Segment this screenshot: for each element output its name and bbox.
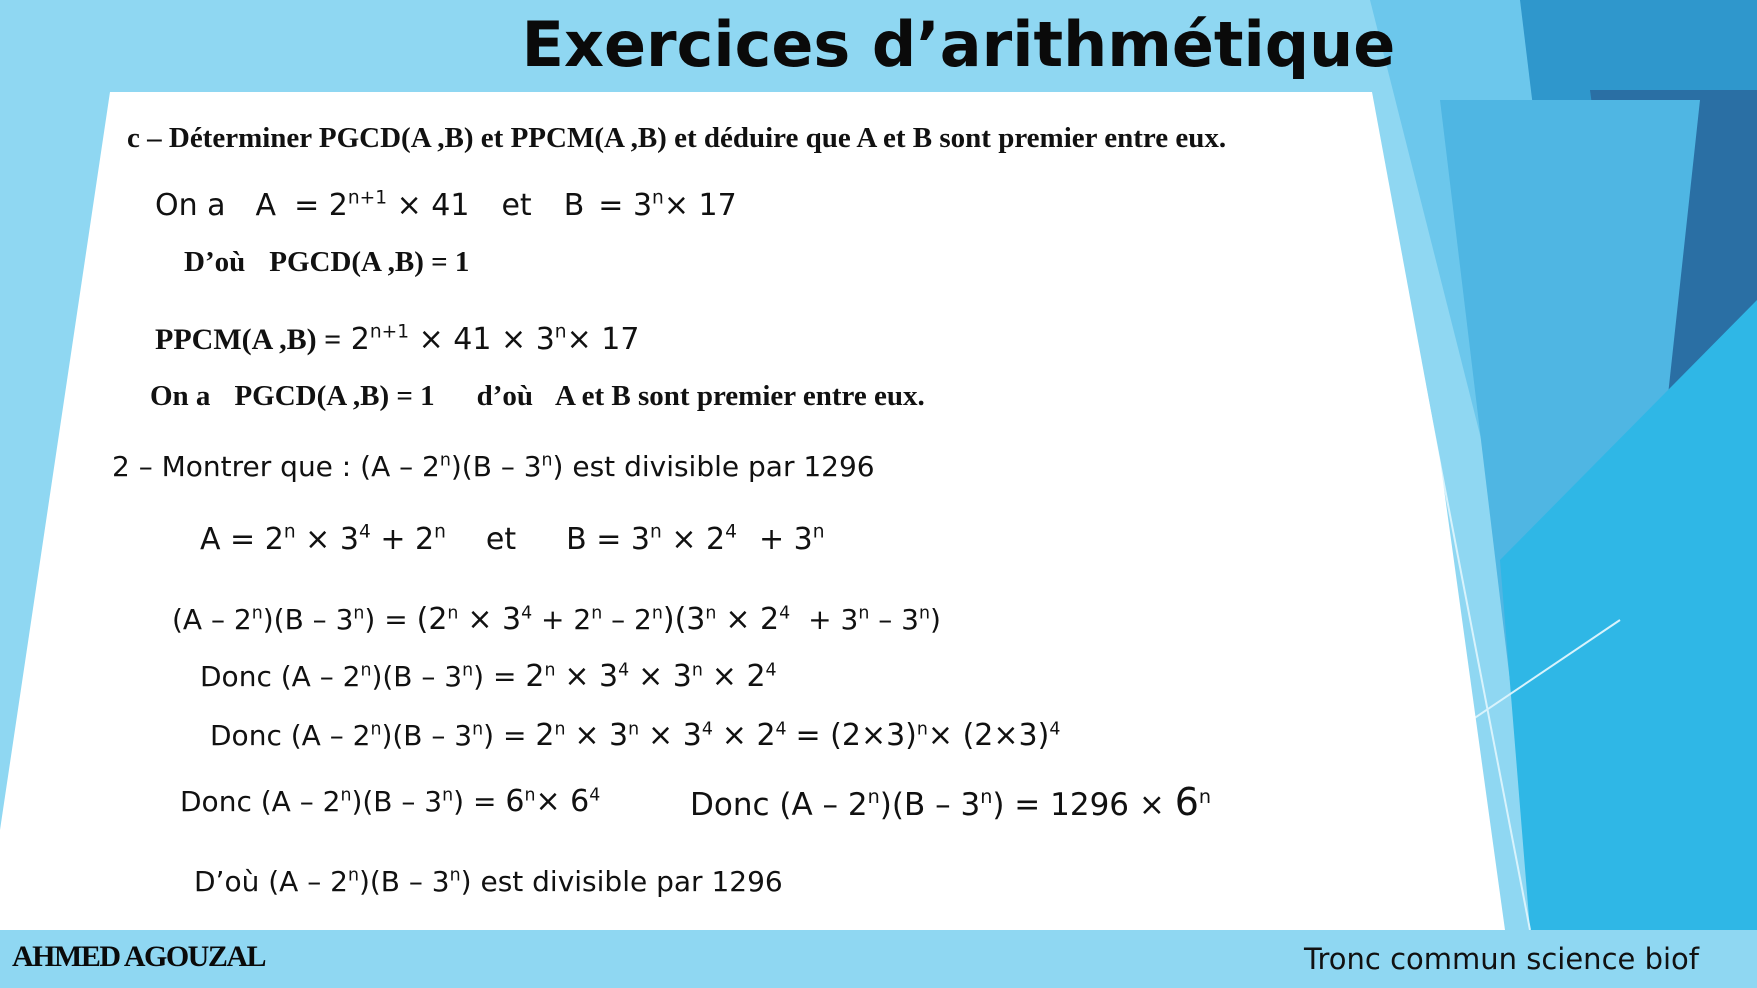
text: ) =: [473, 660, 517, 693]
exponent: n: [541, 450, 553, 471]
text: × 3: [305, 522, 359, 557]
exponent: n: [544, 660, 556, 681]
text: ) =: [453, 785, 497, 818]
exponent: n: [472, 719, 484, 740]
exponent: n: [651, 603, 663, 624]
exponent: n: [353, 603, 365, 624]
exponent: 4: [521, 603, 533, 624]
text: × 6: [535, 784, 590, 819]
exponent: 4: [1049, 719, 1061, 740]
line-values-a-b: [155, 188, 737, 223]
text: )(B – 3: [371, 660, 463, 693]
exponent: n: [251, 603, 263, 624]
exponent: n: [650, 521, 662, 543]
exponent: n: [554, 321, 567, 343]
text: 6: [505, 784, 525, 819]
exponent: n+1: [369, 321, 410, 343]
text: )(B – 3: [262, 603, 354, 636]
exponent: n: [434, 521, 446, 543]
exponent: n: [591, 603, 603, 624]
text: On a: [155, 188, 226, 223]
text: × 3: [467, 602, 522, 637]
exponent: 4: [779, 603, 791, 624]
text: 2: [535, 718, 555, 753]
text: + 2: [541, 603, 592, 636]
line-donc-4: [690, 780, 1211, 824]
text: d’où: [476, 380, 534, 412]
text: A = 2: [200, 522, 284, 557]
text: )(B – 3: [450, 450, 542, 483]
text: )(B – 3: [381, 719, 473, 752]
line-donc-3: [180, 784, 600, 819]
text: × 41: [418, 322, 492, 357]
question-2: [112, 450, 875, 483]
exponent: n: [691, 660, 703, 681]
text: )(B – 3: [879, 787, 981, 823]
exponent: n: [1198, 785, 1212, 809]
text: ) = 1296 ×: [992, 787, 1165, 823]
text: )(B – 3: [351, 785, 443, 818]
text: Donc (A – 2: [690, 787, 868, 823]
text: Donc (A – 2: [210, 719, 371, 752]
text: = 2: [294, 188, 348, 223]
exponent: n: [370, 719, 382, 740]
text: On a: [150, 380, 211, 412]
text: Donc (A – 2: [200, 660, 361, 693]
exponent: n+1: [347, 187, 388, 209]
exponent: 4: [701, 719, 713, 740]
page-title: Exercices d’arithmétique: [521, 8, 1396, 81]
exponent: 4: [725, 521, 737, 543]
text: )(B – 3: [358, 865, 450, 898]
text: + 2: [380, 522, 435, 557]
text: PGCD(A ,B) = 1: [269, 246, 470, 278]
text: 2: [350, 322, 370, 357]
exponent: n: [628, 719, 640, 740]
text: A: [255, 188, 277, 223]
exponent: 4: [358, 521, 371, 543]
text: ) est divisible par 1296: [552, 450, 875, 483]
exponent: n: [360, 660, 372, 681]
text: × 2: [671, 522, 726, 557]
exponent: n: [858, 603, 870, 624]
line-ppcm: [155, 322, 639, 357]
exponent: n: [980, 785, 993, 809]
text: (A – 2: [172, 603, 252, 636]
text: D’où (A – 2: [194, 865, 348, 898]
text: A et B sont premier entre eux.: [555, 380, 925, 412]
text: D’où: [184, 246, 246, 278]
line-donc-1: [200, 659, 777, 694]
text: PPCM(A ,B) =: [155, 323, 342, 356]
line-expansion: [172, 602, 941, 637]
text: ) est divisible par 1296: [460, 865, 783, 898]
exponent: n: [462, 660, 474, 681]
exponent: n: [524, 785, 536, 806]
text: × 17: [663, 188, 737, 223]
question-c: c – Déterminer PGCD(A ,B) et PPCM(A ,B) et déduire que A et B sont premier entre eux.: [127, 122, 1227, 154]
exponent: n: [447, 603, 459, 624]
text: × 3: [564, 659, 619, 694]
text: ) =: [364, 603, 408, 636]
text: – 2: [611, 603, 652, 636]
line-pgcd: [184, 246, 469, 279]
exponent: n: [705, 603, 717, 624]
text: B = 3: [566, 522, 651, 557]
text: = (2×3): [795, 718, 917, 753]
text: × 3: [574, 718, 629, 753]
text: PGCD(A ,B) = 1: [234, 380, 435, 412]
text: × 2: [711, 659, 766, 694]
exponent: n: [918, 603, 930, 624]
text: (2: [416, 602, 448, 637]
text: 2 – Montrer que : (A – 2: [112, 450, 440, 483]
text: × (2×3): [927, 718, 1050, 753]
exponent: n: [340, 785, 352, 806]
exponent: n: [554, 719, 566, 740]
text: et: [485, 522, 517, 557]
text: + 3: [758, 522, 813, 557]
exponent: n: [439, 450, 451, 471]
line-conclusion-c: [150, 380, 925, 413]
exponent: 4: [618, 660, 630, 681]
exponent: 4: [765, 660, 777, 681]
course-name: Tronc commun science biof: [1304, 942, 1699, 976]
line-final-conclusion: [194, 865, 783, 898]
text: × 2: [721, 718, 776, 753]
text: et: [501, 188, 532, 223]
exponent: n: [283, 521, 296, 543]
text: B: [563, 188, 585, 223]
text: × 17: [566, 322, 640, 357]
text: – 3: [878, 603, 919, 636]
text: Donc (A – 2: [180, 785, 341, 818]
exponent: n: [652, 187, 664, 209]
exponent: n: [347, 865, 359, 886]
line-donc-2: [210, 718, 1060, 753]
exponent: n: [449, 865, 461, 886]
text: × 3: [501, 322, 555, 357]
exponent: n: [916, 719, 928, 740]
exponent: n: [812, 521, 825, 543]
text: ) =: [483, 719, 527, 752]
line-a-b-forms: [200, 522, 825, 557]
text: 6: [1174, 780, 1199, 824]
author-name: AHMED AGOUZAL: [12, 940, 266, 973]
text: 2: [525, 659, 545, 694]
text: × 3: [648, 718, 702, 753]
text: ): [929, 603, 941, 636]
text: × 3: [638, 659, 692, 694]
text: × 2: [725, 602, 780, 637]
exponent: n: [442, 785, 454, 806]
exponent: 4: [775, 719, 787, 740]
exponent: 4: [589, 785, 601, 806]
text: + 3: [808, 603, 859, 636]
text: = 3: [598, 188, 653, 223]
text: × 41: [396, 188, 470, 223]
exponent: n: [867, 785, 880, 809]
text: )(3: [662, 602, 706, 637]
